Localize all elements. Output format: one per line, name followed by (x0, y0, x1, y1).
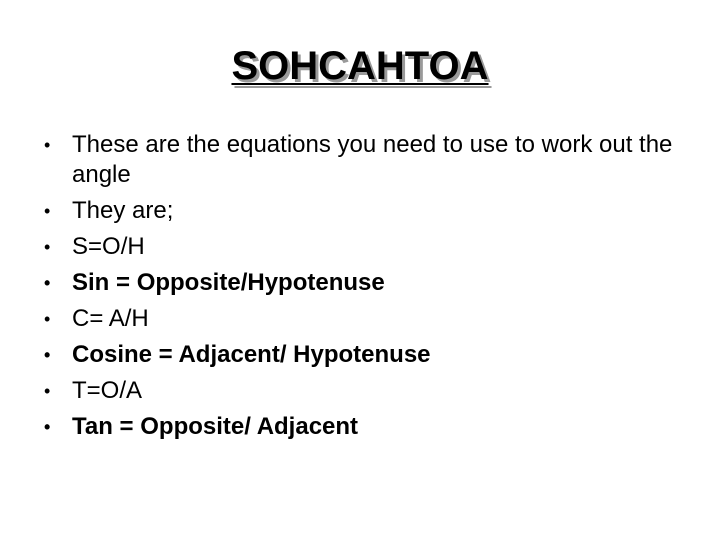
bullet-text: These are the equations you need to use to work out the angle (72, 131, 673, 188)
bullet-item (44, 232, 694, 262)
bullet-dot-icon: • (44, 135, 51, 155)
slide-title: SOHCAHTOA (231, 44, 489, 88)
bullet-item (44, 130, 694, 190)
bullet-text: S=O/H (72, 233, 145, 260)
bullet-item (44, 304, 694, 334)
bullet-text: T=O/A (72, 377, 143, 404)
bullet-item (44, 196, 694, 226)
bullet-item (44, 412, 694, 442)
bullet-dot-icon: • (44, 381, 51, 401)
bullet-item (44, 376, 694, 406)
bullet-item (44, 268, 694, 298)
bullet-text: C= A/H (72, 305, 149, 332)
bullet-text: Cosine = Adjacent/ Hypotenuse (72, 341, 431, 368)
bullet-text: Tan = Opposite/ Adjacent (72, 413, 359, 440)
bullet-text: Sin = Opposite/Hypotenuse (72, 269, 385, 296)
bullet-dot-icon: • (44, 201, 51, 221)
bullet-dot-icon: • (44, 345, 51, 365)
bullet-dot-icon: • (44, 273, 51, 293)
bullet-dot-icon: • (44, 417, 51, 437)
bullet-text: They are; (72, 197, 174, 224)
bullet-dot-icon: • (44, 237, 51, 257)
bullet-list (44, 130, 694, 448)
bullet-item (44, 340, 694, 370)
bullet-dot-icon: • (44, 309, 51, 329)
